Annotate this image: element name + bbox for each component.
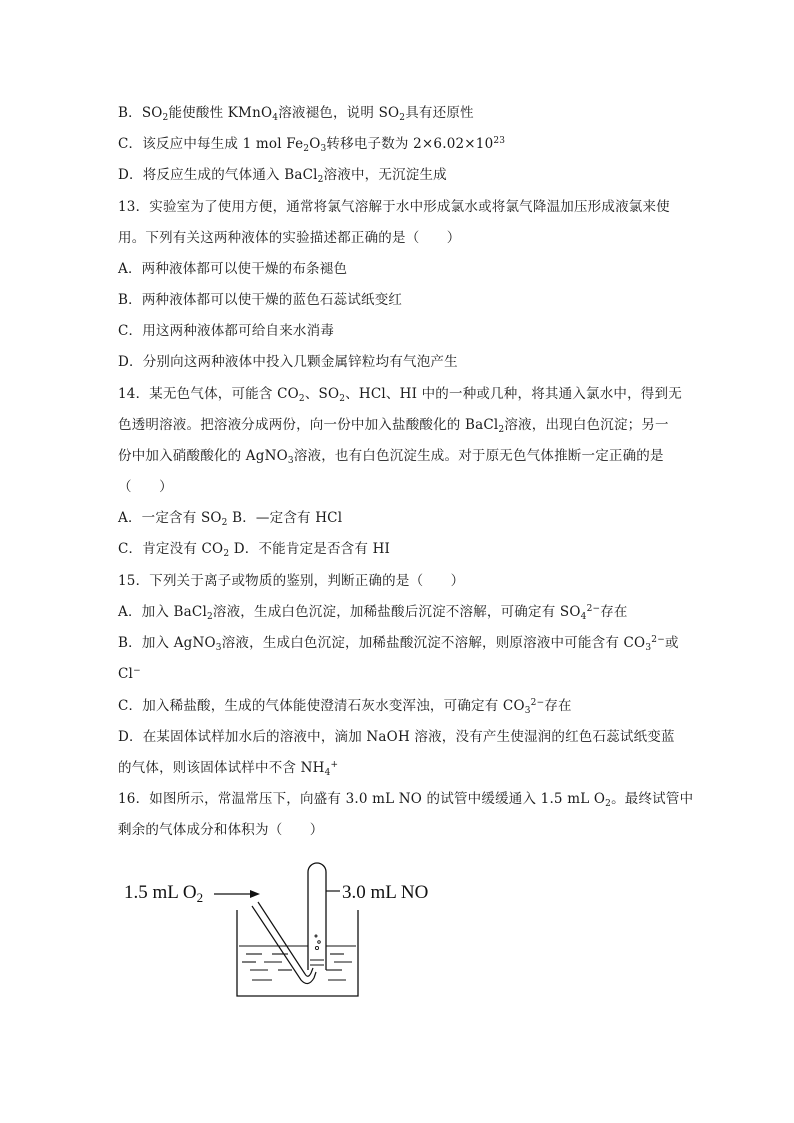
q15-option-d-line1: D．在某固体试样加水后的溶液中，滴加 NaOH 溶液，没有产生使湿润的红色石蕊试纸变蓝 [118,729,675,745]
q15-option-b-line2: Cl− [118,666,141,682]
no-label: 3.0 mL NO [342,882,429,903]
water-trough [237,910,358,996]
q14-options-cd: C．肯定没有 $CO_2$ D．不能肯定是否含有 HI [118,541,391,559]
q16-stem-line1: 16．如图所示，常温常压下，向盛有 3.0 mL NO 的试管中缓缓通入 1.5 mL $O_2$。最终试管中 [118,791,694,809]
q13-stem-line2: 用。下列有关这两种液体的实验描述都正确的是（ ） [118,230,461,246]
q12-option-d: D．将反应生成的气体通入 BaCl$_2$溶液中，无沉淀生成 [118,167,447,185]
q15-option-a: A．加入 BaCl$_2$溶液，生成白色沉淀，加稀盐酸后沉淀不溶解，可确定有 $SO_4^{2-}$存在 [118,604,628,622]
q14-stem-line4: （ ） [118,479,173,495]
experiment-figure [122,862,452,1012]
q15-stem: 15．下列关于离子或物质的鉴别，判断正确的是（ ） [118,573,465,589]
q13-option-b: B．两种液体都可以使干燥的蓝色石蕊试纸变红 [118,292,403,308]
q14-stem-line1: 14．某无色气体，可能含 $CO_2$、$SO_2$、HCl、HI 中的一种或几种，将其通入氯水中，得到无 [118,386,682,404]
q12-option-c: C．该反应中每生成 1 mol $Fe_2O_3$转移电子数为 $2\times 6.02\times 10^{23}$ [118,136,506,154]
q13-option-c: C．用这两种液体都可给自来水消毒 [118,323,335,339]
q14-stem-line2: 色透明溶液。把溶液分成两份，向一份中加入盐酸酸化的 BaCl$_2$溶液，出现白色沉淀；另一 [118,417,669,435]
q14-stem-line3: 份中加入硝酸酸化的 AgNO$_3$溶液，也有白色沉淀生成。对于原无色气体推断一定正确的是 [118,448,664,466]
q12-option-b: B．$SO_2$能使酸性 KMnO$_4$溶液褪色，说明 $SO_2$具有还原性 [118,105,474,123]
q16-stem-line2: 剩余的气体成分和体积为（ ） [118,822,324,838]
q13-stem-line1: 13．实验室为了使用方便，通常将氯气溶解于水中形成氯水或将氯气降温加压形成液氯来使 [118,199,670,215]
q15-option-d-line2: 的气体，则该固体试样中不含 $NH_4^+$ [118,760,339,778]
o2-label: 1.5 mL $O_2$ [124,882,204,905]
q15-option-c: C．加入稀盐酸，生成的气体能使澄清石灰水变浑浊，可确定有 $CO_3^{2-}$存在 [118,698,572,716]
q14-options-ab: A．一定含有 $SO_2$ B．—定含有 HCl [118,510,343,528]
q15-option-b-line1: B．加入 AgNO$_3$溶液，生成白色沉淀，加稀盐酸沉淀不溶解，则原溶液中可能含有 $CO_3^{2-}$或 [118,635,679,653]
test-tube [308,863,326,970]
q13-option-a: A．两种液体都可以使干燥的布条褪色 [118,261,348,277]
o2-arrow [214,890,260,898]
delivery-tube [252,906,316,984]
q13-option-d: D．分别向这两种液体中投入几颗金属锌粒均有气泡产生 [118,354,458,370]
